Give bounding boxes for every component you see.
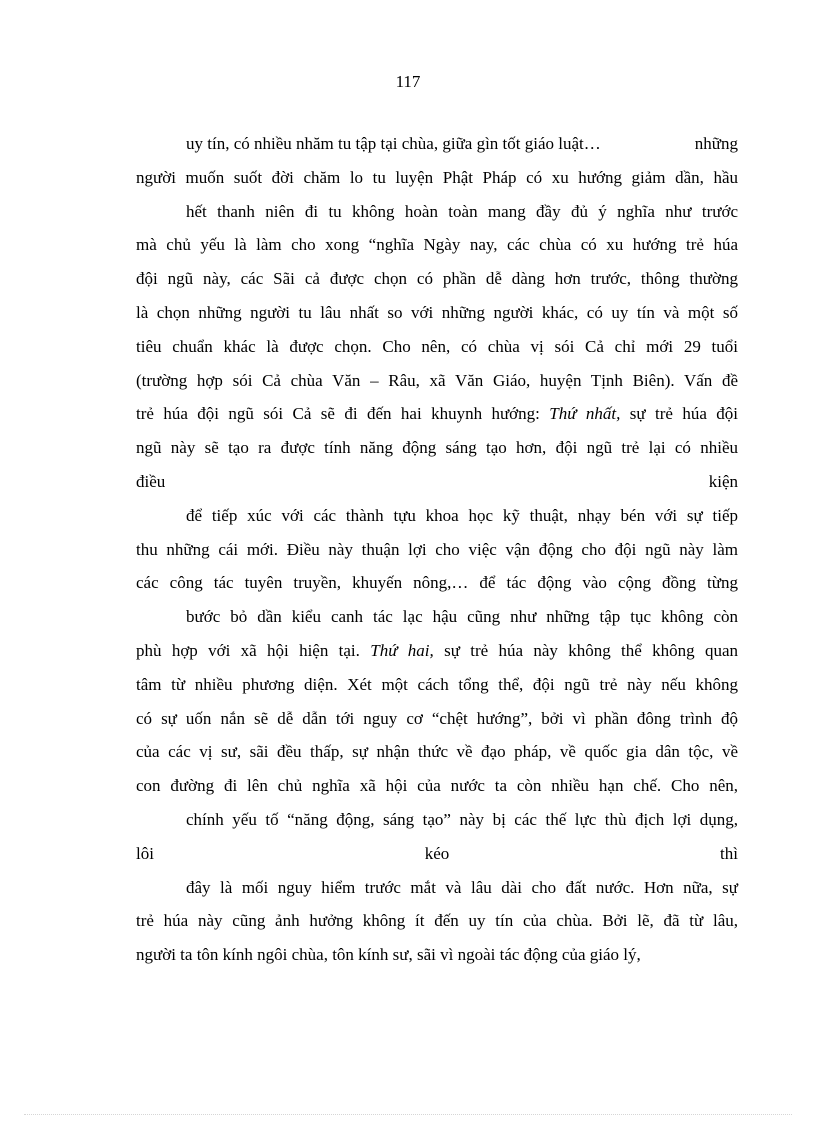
text-segment: người ta tôn kính ngôi chùa, tôn kính sư, sãi vì ngoài tác động của giáo lý,	[136, 945, 641, 965]
text-segment: thu những cái mới. Điều này thuận lợi cho việc vận động cho đội ngũ này làm	[136, 539, 738, 559]
text-line	[186, 505, 738, 527]
text-segment: kiện	[708, 472, 738, 491]
text-segment: có sự uốn nắn sẽ dễ dẫn tới nguy cơ “chệt hướng”, bởi vì phần đông trình độ	[136, 708, 738, 728]
text-line	[136, 539, 738, 561]
text-line	[136, 336, 738, 358]
text-line	[186, 606, 738, 628]
text-line	[186, 877, 738, 899]
emphasis: Thứ nhất,	[549, 404, 621, 424]
text-segment: trẻ húa này cũng ảnh hưởng không ít đến uy tín của chùa. Bởi lẽ, đã từ lâu,	[136, 911, 738, 931]
text-line	[136, 302, 738, 324]
text-line	[136, 708, 738, 730]
text-segment: hết thanh niên đi tu không hoàn toàn mang đầy đủ ý nghĩa như trước	[186, 201, 738, 221]
text-segment: uy tín, có nhiều nhăm tu tập tại chùa, giữa gìn tốt giáo luật…	[186, 134, 601, 153]
text-segment: ngũ này sẽ tạo ra được tính năng động sáng tạo hơn, đội ngũ trẻ lại có nhiều	[136, 438, 738, 458]
text-line	[186, 201, 738, 223]
text-segment: trẻ húa đội ngũ sói Cả sẽ đi đến hai khuynh hướng: Thứ nhất, sự trẻ húa đội	[136, 404, 739, 424]
text-line	[136, 403, 738, 425]
text-line	[136, 370, 738, 392]
text-segment: con đường đi lên chủ nghĩa xã hội của nước ta còn nhiều hạn chế. Cho nên,	[136, 776, 738, 796]
text-line	[136, 437, 738, 459]
text-segment: các công tác tuyên truyền, khuyến nông,… để tác động vào cộng đồng từng	[136, 573, 738, 593]
text-line	[136, 944, 738, 966]
text-line	[136, 843, 738, 865]
text-segment: đội ngũ này, các Sãi cả được chọn có phần dễ dàng hơn trước, thông thường	[136, 269, 738, 289]
text-line	[186, 133, 738, 155]
text-line	[136, 775, 738, 797]
text-line	[136, 640, 738, 662]
page-number: 117	[395, 72, 421, 91]
text-segment: là chọn những người tu lâu nhất so với những người khác, có uy tín và một số	[136, 303, 738, 322]
text-line	[186, 809, 738, 831]
text-segment: tiêu chuẩn khác là được chọn. Cho nên, có chùa vị sói Cả chỉ mới 29 tuổi	[136, 336, 738, 356]
text-line	[136, 471, 738, 493]
text-line	[136, 741, 738, 763]
text-segment: lôi	[136, 843, 154, 863]
text-segment: tâm từ nhiều phương diện. Xét một cách tổng thể, đội ngũ trẻ này nếu không	[136, 674, 738, 694]
text-line	[136, 234, 738, 256]
text-segment: mà chủ yếu là làm cho xong “nghĩa Ngày nay, các chùa có xu hướng trẻ húa	[136, 235, 738, 255]
text-segment: đây là mối nguy hiểm trước mắt và lâu dài cho đất nước. Hơn nữa, sự	[186, 877, 738, 897]
text-segment: để tiếp xúc với các thành tựu khoa học kỹ thuật, nhạy bén với sự tiếp	[186, 505, 738, 525]
text-segment: chính yếu tố “năng động, sáng tạo” này bị các thế lực thù địch lợi dụng,	[186, 810, 738, 829]
text-segment: phù hợp với xã hội hiện tại. Thứ hai, sự trẻ húa này không thể không quan	[136, 641, 738, 660]
text-segment: của các vị sư, sãi đều thấp, sự nhận thức về đạo pháp, về quốc gia dân tộc, về	[136, 742, 738, 762]
text-segment: người muốn suốt đời chăm lo tu luyện Phật Pháp có xu hướng giảm dần, hầu	[136, 167, 738, 187]
text-segment: kéo	[424, 843, 450, 863]
text-line	[136, 572, 738, 594]
text-line	[136, 268, 738, 290]
text-segment: những	[694, 134, 738, 153]
text-line	[136, 167, 738, 189]
page-border	[24, 1114, 792, 1115]
emphasis: Thứ hai,	[370, 641, 434, 660]
text-segment: điều	[136, 472, 166, 491]
text-line	[136, 910, 738, 932]
text-line	[136, 674, 738, 696]
text-segment: bước bỏ dần kiểu canh tác lạc hậu cũng như những tập tục không còn	[186, 607, 738, 627]
text-segment: (trường hợp sói Cả chùa Văn – Râu, xã Văn Giáo, huyện Tịnh Biên). Vấn đề	[136, 370, 738, 390]
text-segment: thì	[720, 843, 738, 863]
